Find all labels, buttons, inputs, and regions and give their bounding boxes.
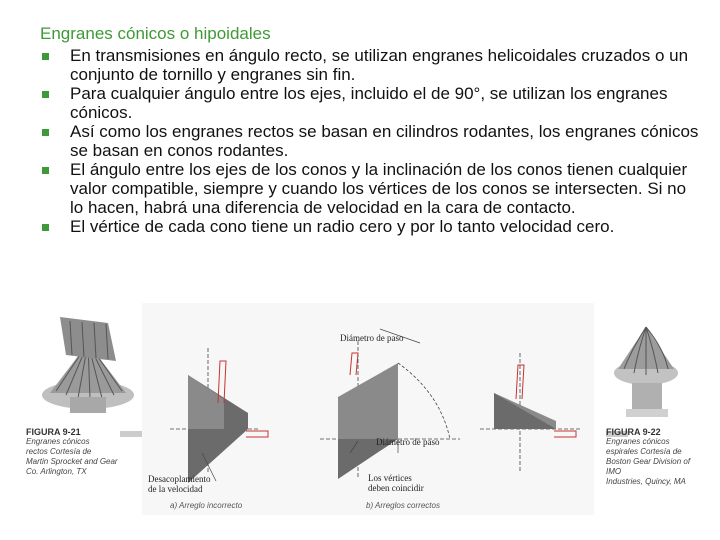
caption-line: Industries, Quincy, MA	[606, 477, 686, 486]
bevel-gear-figure	[20, 303, 691, 515]
bullet-square-icon	[42, 91, 49, 98]
bullet-text: En transmisiones en ángulo recto, se utilizan engranes helicoidales cruzados o un conjunto de tornillo y engranes sin fin.	[70, 46, 689, 84]
case-b-caption: b) Arreglos correctos	[366, 501, 440, 510]
bullet-item	[40, 122, 700, 160]
straight-bevel-gear-photo	[42, 317, 142, 437]
pitch-diameter-label-mid: Diámetro de paso	[376, 437, 440, 447]
bullet-text: Para cualquier ángulo entre los ejes, incluido el de 90°, se utilizan los engranes cónicos.	[70, 84, 668, 122]
figure-number: FIGURA 9-22	[606, 427, 661, 437]
bullet-square-icon	[42, 224, 49, 231]
bullet-square-icon	[42, 53, 49, 60]
caption-line: Engranes cónicos	[26, 437, 90, 446]
bullet-item	[40, 84, 700, 122]
caption-line: Boston Gear Division of IMO	[606, 457, 691, 476]
vertices-label: Los vértices deben coincidir	[368, 473, 424, 493]
bullet-list	[40, 46, 700, 236]
caption-line: Engranes cónicos	[606, 437, 670, 446]
figure-number: FIGURA 9-21	[26, 427, 81, 437]
bullet-item	[40, 46, 700, 84]
caption-line: Martin Sprocket and Gear	[26, 457, 118, 466]
caption-line: rectos Cortesía de	[26, 447, 92, 456]
bullet-text: Así como los engranes rectos se basan en cilindros rodantes, los engranes cónicos se basan en conos rodantes.	[70, 122, 699, 160]
bullet-item	[40, 217, 700, 236]
bullet-text: El vértice de cada cono tiene un radio cero y por lo tanto velocidad cero.	[70, 217, 615, 236]
caption-line: Co. Arlington, TX	[26, 467, 87, 476]
figure-9-21-caption	[26, 427, 144, 477]
bullet-square-icon	[42, 167, 49, 174]
case-a-caption: a) Arreglo incorrecto	[170, 501, 243, 510]
bullet-text: El ángulo entre los ejes de los conos y la inclinación de los conos tienen cualquier valor compatible, siempre y cuando los vértices de los conos se intersecten. Si no lo hacen, habrá una diferencia de velocidad en la cara de contacto.	[70, 160, 688, 217]
bullet-item	[40, 160, 700, 217]
pitch-diameter-label-top: Diámetro de paso	[340, 333, 404, 343]
figure-9-22-caption	[606, 427, 696, 487]
bullet-square-icon	[42, 129, 49, 136]
velocity-mismatch-label: Desacoplamiento de la velocidad	[148, 474, 211, 494]
spiral-bevel-gear-photo	[606, 327, 678, 437]
caption-line: espirales Cortesía de	[606, 447, 682, 456]
slide-title: Engranes cónicos o hipoidales	[40, 24, 271, 43]
